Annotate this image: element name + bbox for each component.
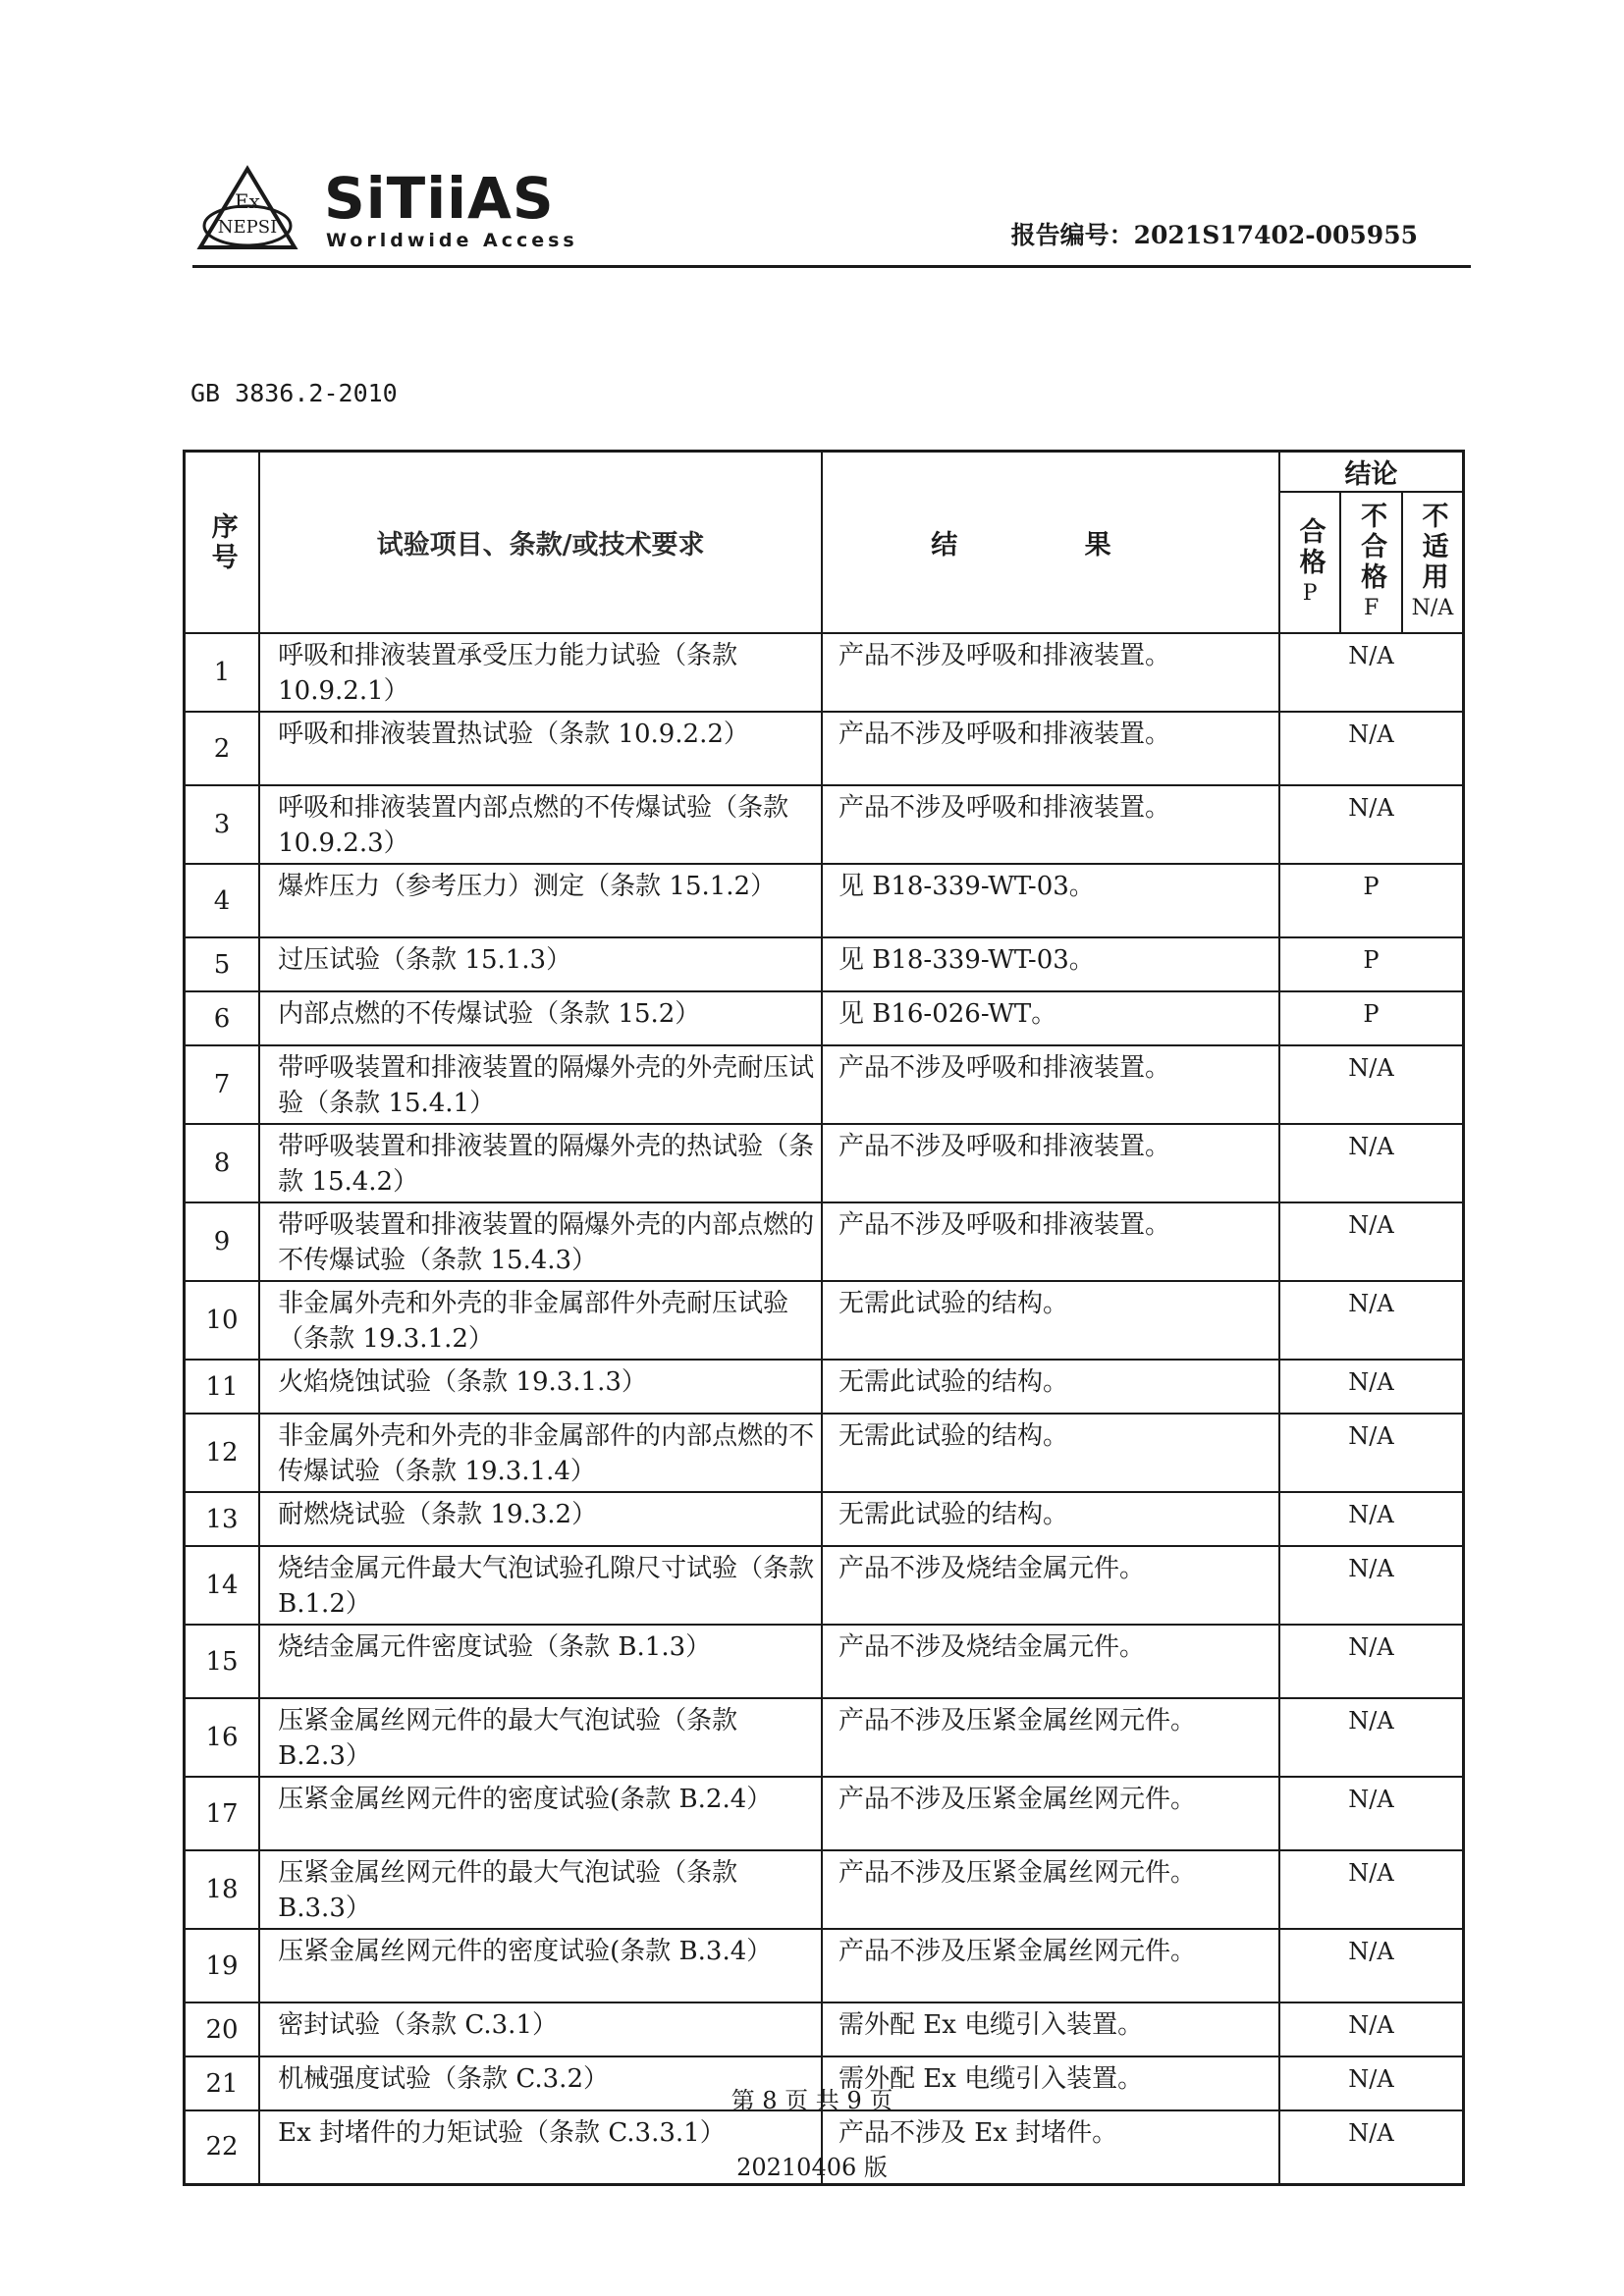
row-test-item: Ex 封堵件的力矩试验（条款 C.3.3.1） <box>259 2110 822 2184</box>
row-number: 15 <box>185 1625 260 1698</box>
row-test-item: 爆炸压力（参考压力）测定（条款 15.1.2） <box>259 864 822 937</box>
row-conclusion: N/A <box>1279 785 1464 864</box>
row-test-item: 压紧金属丝网元件的密度试验(条款 B.2.4） <box>259 1777 822 1850</box>
row-number: 5 <box>185 937 260 991</box>
report-number: 报告编号：2021S17402-005955 <box>1010 221 1418 249</box>
row-test-item: 非金属外壳和外壳的非金属部件的内部点燃的不传爆试验（条款 19.3.1.4） <box>259 1414 822 1492</box>
col-header-fail: 不合格 F <box>1340 492 1402 633</box>
row-result: 见 B18-339-WT-03。 <box>822 937 1279 991</box>
row-test-item: 呼吸和排液装置热试验（条款 10.9.2.2） <box>259 712 822 785</box>
table-row <box>185 1492 1464 1546</box>
row-test-item: 火焰烧蚀试验（条款 19.3.1.3） <box>259 1360 822 1414</box>
row-conclusion: P <box>1279 937 1464 991</box>
row-result: 需外配 Ex 电缆引入装置。 <box>822 2002 1279 2056</box>
table-row <box>185 712 1464 785</box>
table-row <box>185 1625 1464 1698</box>
seal-nepsi-text: NEPSI <box>217 217 278 238</box>
table-row <box>185 1777 1464 1850</box>
row-conclusion: N/A <box>1279 2056 1464 2110</box>
table-row <box>185 1546 1464 1625</box>
table-row <box>185 1045 1464 1124</box>
row-conclusion: N/A <box>1279 1281 1464 1360</box>
row-conclusion: N/A <box>1279 1546 1464 1625</box>
table-row <box>185 1124 1464 1202</box>
row-result: 产品不涉及烧结金属元件。 <box>822 1546 1279 1625</box>
row-number: 21 <box>185 2056 260 2110</box>
col-header-item: 试验项目、条款/或技术要求 <box>259 452 822 634</box>
standard-label: GB 3836.2-2010 <box>190 379 398 407</box>
table-row <box>185 864 1464 937</box>
row-conclusion: N/A <box>1279 1414 1464 1492</box>
header-divider <box>192 265 1471 268</box>
row-test-item: 机械强度试验（条款 C.3.2） <box>259 2056 822 2110</box>
row-number: 3 <box>185 785 260 864</box>
col-header-no: 序号 <box>185 452 260 634</box>
row-result: 产品不涉及呼吸和排液装置。 <box>822 1124 1279 1202</box>
row-test-item: 烧结金属元件密度试验（条款 B.1.3） <box>259 1625 822 1698</box>
row-result: 产品不涉及呼吸和排液装置。 <box>822 1202 1279 1281</box>
row-result: 无需此试验的结构。 <box>822 1414 1279 1492</box>
page-number: 第 8 页 共 9 页 <box>731 2087 893 2114</box>
table-row <box>185 785 1464 864</box>
table-row <box>185 1281 1464 1360</box>
row-conclusion: N/A <box>1279 2110 1464 2184</box>
table-row <box>185 991 1464 1045</box>
row-result: 需外配 Ex 电缆引入装置。 <box>822 2056 1279 2110</box>
row-test-item: 过压试验（条款 15.1.3） <box>259 937 822 991</box>
row-test-item: 内部点燃的不传爆试验（条款 15.2） <box>259 991 822 1045</box>
row-result: 见 B18-339-WT-03。 <box>822 864 1279 937</box>
row-test-item: 带呼吸装置和排液装置的隔爆外壳的内部点燃的不传爆试验（条款 15.4.3） <box>259 1202 822 1281</box>
row-number: 16 <box>185 1698 260 1777</box>
row-test-item: 带呼吸装置和排液装置的隔爆外壳的热试验（条款 15.4.2） <box>259 1124 822 1202</box>
row-number: 14 <box>185 1546 260 1625</box>
row-number: 13 <box>185 1492 260 1546</box>
row-test-item: 呼吸和排液装置承受压力能力试验（条款10.9.2.1） <box>259 633 822 712</box>
row-conclusion: N/A <box>1279 1777 1464 1850</box>
row-result: 产品不涉及呼吸和排液装置。 <box>822 712 1279 785</box>
row-number: 18 <box>185 1850 260 1929</box>
row-conclusion: N/A <box>1279 1850 1464 1929</box>
row-number: 22 <box>185 2110 260 2184</box>
table-row <box>185 1202 1464 1281</box>
table-row <box>185 1414 1464 1492</box>
row-conclusion: N/A <box>1279 2002 1464 2056</box>
row-number: 1 <box>185 633 260 712</box>
row-number: 19 <box>185 1929 260 2002</box>
row-test-item: 密封试验（条款 C.3.1） <box>259 2002 822 2056</box>
row-conclusion: N/A <box>1279 1698 1464 1777</box>
row-result: 产品不涉及压紧金属丝网元件。 <box>822 1929 1279 2002</box>
col-header-conclusion: 结论 <box>1279 452 1464 493</box>
row-conclusion: N/A <box>1279 633 1464 712</box>
row-result: 产品不涉及烧结金属元件。 <box>822 1625 1279 1698</box>
row-conclusion: P <box>1279 991 1464 1045</box>
row-result: 见 B16-026-WT。 <box>822 991 1279 1045</box>
seal-ex-text: Ex <box>235 189 260 213</box>
table-row <box>185 2002 1464 2056</box>
row-conclusion: N/A <box>1279 1492 1464 1546</box>
row-result: 无需此试验的结构。 <box>822 1492 1279 1546</box>
row-result: 产品不涉及呼吸和排液装置。 <box>822 633 1279 712</box>
col-header-na: 不适用 N/A <box>1402 492 1464 633</box>
row-number: 20 <box>185 2002 260 2056</box>
col-header-result: 结 果 <box>822 452 1279 634</box>
row-test-item: 带呼吸装置和排液装置的隔爆外壳的外壳耐压试验（条款 15.4.1） <box>259 1045 822 1124</box>
row-conclusion: N/A <box>1279 1202 1464 1281</box>
row-result: 无需此试验的结构。 <box>822 1281 1279 1360</box>
row-number: 7 <box>185 1045 260 1124</box>
row-conclusion: N/A <box>1279 1124 1464 1202</box>
row-number: 12 <box>185 1414 260 1492</box>
row-result: 产品不涉及压紧金属丝网元件。 <box>822 1698 1279 1777</box>
brand-logo-text: SiTiiAS <box>324 165 555 232</box>
row-conclusion: N/A <box>1279 1625 1464 1698</box>
row-test-item: 压紧金属丝网元件的最大气泡试验（条款 B.2.3） <box>259 1698 822 1777</box>
row-test-item: 耐燃烧试验（条款 19.3.2） <box>259 1492 822 1546</box>
table-row <box>185 1929 1464 2002</box>
row-number: 2 <box>185 712 260 785</box>
row-test-item: 烧结金属元件最大气泡试验孔隙尺寸试验（条款 B.1.2） <box>259 1546 822 1625</box>
table-row <box>185 1850 1464 1929</box>
row-result: 无需此试验的结构。 <box>822 1360 1279 1414</box>
row-result: 产品不涉及呼吸和排液装置。 <box>822 785 1279 864</box>
brand-tagline: Worldwide Access <box>326 230 578 251</box>
row-result: 产品不涉及压紧金属丝网元件。 <box>822 1850 1279 1929</box>
row-conclusion: N/A <box>1279 712 1464 785</box>
row-number: 9 <box>185 1202 260 1281</box>
row-number: 8 <box>185 1124 260 1202</box>
row-result: 产品不涉及压紧金属丝网元件。 <box>822 1777 1279 1850</box>
version-label: 20210406 版 <box>736 2154 888 2181</box>
test-results-table <box>183 450 1465 2186</box>
row-number: 4 <box>185 864 260 937</box>
table-row <box>185 1360 1464 1414</box>
row-number: 17 <box>185 1777 260 1850</box>
row-conclusion: N/A <box>1279 1360 1464 1414</box>
row-conclusion: N/A <box>1279 1045 1464 1124</box>
row-result: 产品不涉及呼吸和排液装置。 <box>822 1045 1279 1124</box>
row-number: 10 <box>185 1281 260 1360</box>
row-number: 11 <box>185 1360 260 1414</box>
row-conclusion: N/A <box>1279 1929 1464 2002</box>
row-test-item: 呼吸和排液装置内部点燃的不传爆试验（条款 10.9.2.3） <box>259 785 822 864</box>
row-result: 产品不涉及 Ex 封堵件。 <box>822 2110 1279 2184</box>
row-test-item: 压紧金属丝网元件的密度试验(条款 B.3.4） <box>259 1929 822 2002</box>
table-row <box>185 1698 1464 1777</box>
row-number: 6 <box>185 991 260 1045</box>
row-test-item: 非金属外壳和外壳的非金属部件外壳耐压试验（条款 19.3.1.2） <box>259 1281 822 1360</box>
row-test-item: 压紧金属丝网元件的最大气泡试验（条款 B.3.3） <box>259 1850 822 1929</box>
col-header-pass: 合格 P <box>1279 492 1341 633</box>
row-conclusion: P <box>1279 864 1464 937</box>
table-row <box>185 633 1464 712</box>
nepsi-seal-logo <box>196 165 298 251</box>
table-row <box>185 937 1464 991</box>
